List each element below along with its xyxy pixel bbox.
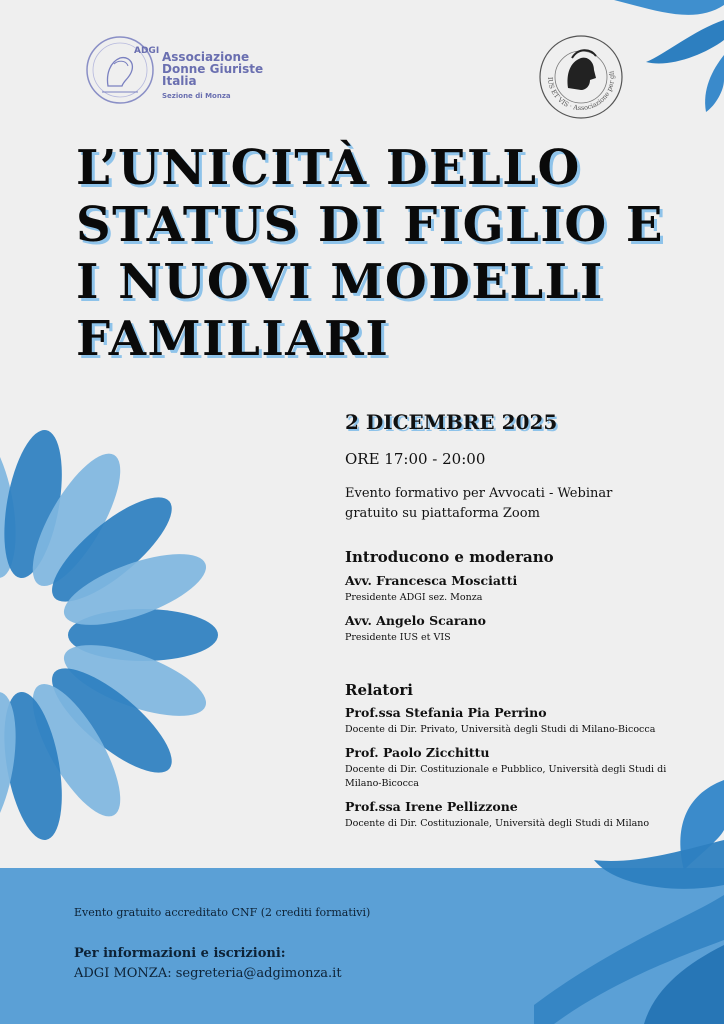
moderator-name: Avv. Angelo Scarano [345,613,486,628]
info-label: Per informazioni e iscrizioni: [74,946,286,961]
speaker-name: Prof. Paolo Zicchittu [345,745,490,760]
adgi-name-line1: Associazione [162,50,250,64]
event-time: ORE 17:00 - 20:00 [345,450,486,468]
title-line-4: FAMILIARI [76,311,390,367]
speaker-role: Docente di Dir. Costituzionale e Pubblico, Università degli Studi di [345,764,667,775]
adgi-logo [84,34,284,108]
adgi-emblem-icon [84,34,156,106]
credits-note: Evento gratuito accreditato CNF (2 crediti formativi) [74,906,371,919]
speaker-name: Prof.ssa Stefania Pia Perrino [345,705,547,720]
speaker-role: Docente di Dir. Privato, Università degli Studi di Milano-Bicocca [345,724,656,735]
helmet-emblem-icon [538,34,624,120]
moderator-role: Presidente IUS et VIS [345,632,451,643]
adgi-name-line2: Donne Giuriste [162,62,264,76]
moderator-role: Presidente ADGI sez. Monza [345,592,483,603]
adgi-name-line3: Italia [162,74,197,88]
speakers-heading: Relatori [345,681,413,699]
title-line-3: I NUOVI MODELLI [76,254,604,310]
event-date: 2 DICEMBRE 2025 [345,410,558,434]
moderator-name: Avv. Francesca Mosciatti [345,573,518,588]
speaker-role: Docente di Dir. Costituzionale, Università degli Studi di Milano [345,818,650,829]
event-description-line2: gratuito su piattaforma Zoom [345,506,540,521]
event-description [345,484,675,524]
ius-et-vis-ring-text: IUS ET VIS · Associazione per gli [545,70,617,113]
contact-email[interactable]: ADGI MONZA: segreteria@adgimonza.it [74,966,342,981]
ius-et-vis-logo [538,34,624,120]
page-title [76,140,696,368]
event-description-line1: Evento formativo per Avvocati - Webinar [345,486,613,501]
adgi-section: Sezione di Monza [162,92,231,100]
decorative-petals-bottom-right [534,770,724,1024]
moderators-heading: Introducono e moderano [345,548,554,566]
decorative-flower-left [0,395,330,875]
speaker-role-cont: Milano-Bicocca [345,778,419,789]
speaker-name: Prof.ssa Irene Pellizzone [345,799,518,814]
title-line-2: STATUS DI FIGLIO E [76,197,664,253]
adgi-name [162,51,263,87]
title-line-1: L’UNICITÀ DELLO [76,140,581,196]
adgi-acronym: ADGI [134,46,160,56]
